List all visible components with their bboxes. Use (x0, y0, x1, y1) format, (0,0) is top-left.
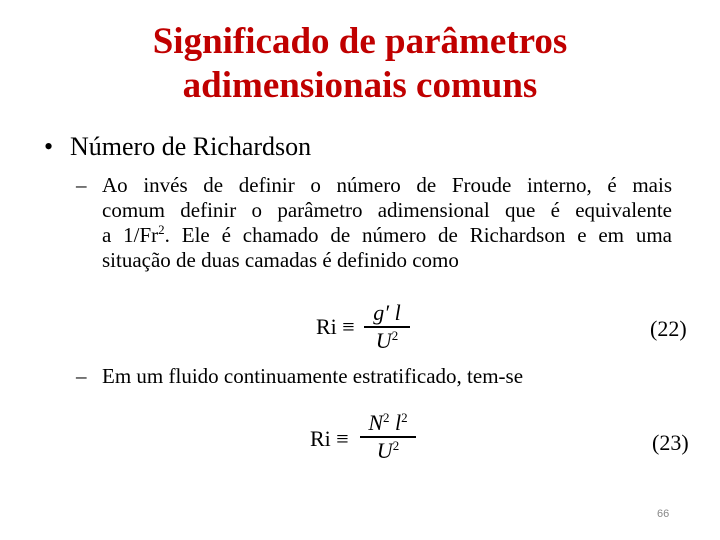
sub-bullet-marker-2: – (76, 364, 87, 388)
equation-23 (310, 410, 420, 470)
equation-23-label: (23) (652, 430, 689, 455)
equation-22 (316, 300, 416, 360)
sub-bullet-marker-1: – (76, 173, 87, 197)
equation-23-numerator-sup-2: 2 (401, 410, 408, 425)
paragraph-2-text: Em um fluido continuamente estratificado, tem-se (102, 364, 524, 388)
equation-23-denominator-sup: 2 (392, 437, 400, 453)
equation-22-numerator: g′ l (373, 300, 401, 325)
equation-22-label: (22) (650, 316, 687, 341)
sub-paragraph-2 (76, 364, 662, 389)
slide-title (0, 20, 720, 108)
bullet-marker: • (44, 132, 54, 161)
bullet-richardson (44, 131, 311, 163)
page-number: 66 (657, 508, 670, 520)
equation-22-denominator-base: U (375, 327, 392, 353)
equation-23-numerator-base: N (368, 410, 384, 435)
equation-22-lhs: Ri ≡ (316, 314, 355, 339)
equation-22-fraction (364, 300, 410, 354)
paragraph-1-line-2: comum definir o parâmetro adimensional que é equivalente (102, 198, 672, 222)
equation-22-denominator-sup: 2 (391, 327, 399, 343)
paragraph-1-line-3 (102, 223, 672, 248)
equation-23-numerator-sup: 2 (383, 410, 390, 425)
bullet-text: Número de Richardson (70, 132, 312, 161)
equation-23-numerator (360, 410, 416, 436)
paragraph-1-line-3-before: a 1/Fr (102, 223, 159, 247)
paragraph-1-line-4: situação de duas camadas é definido como (102, 248, 459, 272)
equation-23-numerator-rest: l (389, 410, 402, 435)
slide-title-line-1: Significado de parâmetros (152, 21, 568, 62)
sub-paragraph-1 (76, 173, 673, 273)
equation-22-denominator (364, 328, 410, 354)
paragraph-1-line-3-after: . Ele é chamado de número de Richardson e em uma (164, 223, 673, 247)
paragraph-1-line-1: Ao invés de definir o número de Froude interno, é mais (102, 173, 672, 197)
equation-23-denominator-base: U (376, 437, 393, 463)
equation-23-denominator (360, 438, 416, 464)
equation-23-lhs: Ri ≡ (310, 426, 349, 451)
equation-23-fraction (360, 410, 416, 464)
slide-title-line-2: adimensionais comuns (182, 65, 538, 106)
paragraph-1-line-3-sup: 2 (158, 222, 165, 237)
